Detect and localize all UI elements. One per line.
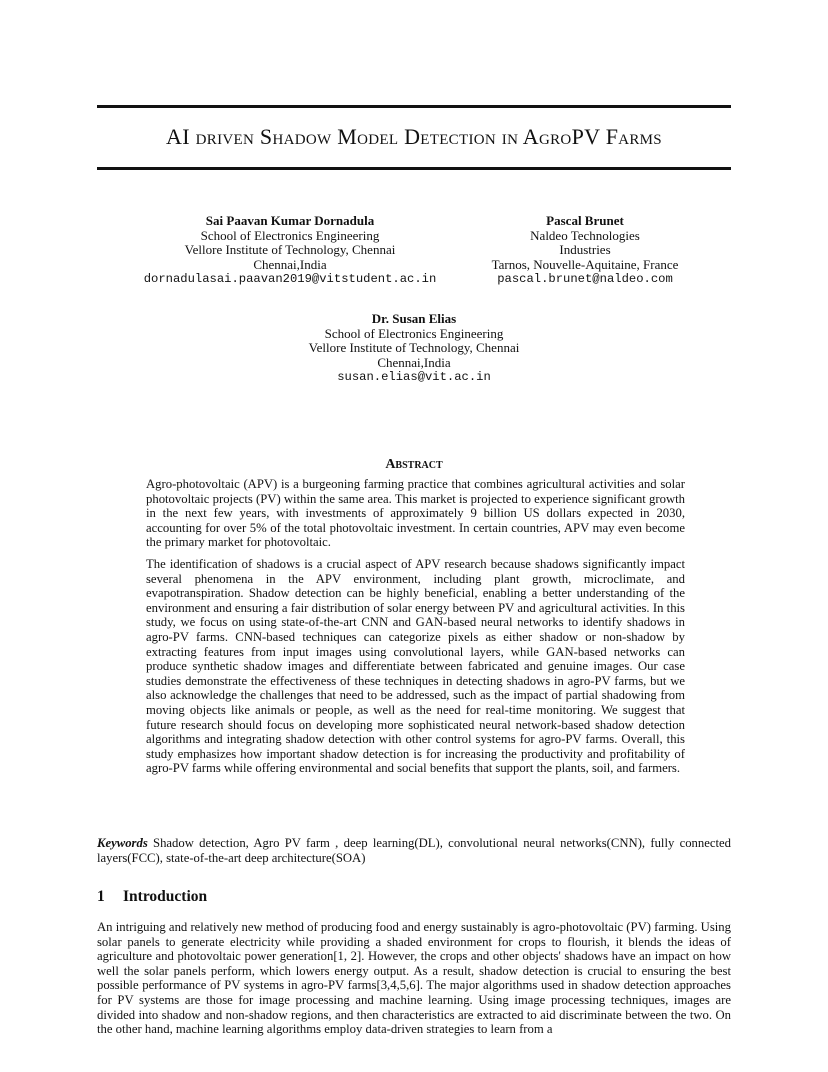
author-affiliation-line: Tarnos, Nouvelle-Aquitaine, France [491,256,679,272]
author-affiliation-line: Naldeo Technologies [530,227,640,243]
abstract-paragraph: Agro-photovoltaic (APV) is a burgeoning farming practice that combines agricultural activities and solar photovoltaic projects (PV) within the same area. This market is projected to experience significant growth in the next few years, with investments of approximately 9 billion US dollars expected in 2030, accounting for over 5% of the total photovoltaic investment. In certain countries, APV may even become the primary market for photovoltaic. [146,477,685,550]
author-block-1 [130,214,450,287]
author-block-2 [470,214,700,287]
title-top-rule [97,105,731,108]
author-affiliation-line: Chennai,India [377,354,451,370]
abstract-paragraph: The identification of shadows is a crucial aspect of APV research because shadows significantly impact several phenomena in the APV environment, including plant growth, microclimate, and evapotranspiration. Shadow detection can be highly beneficial, enabling a better understanding of the environment and ensuring a fair distribution of solar energy between PV and agricultural activities. In this study, we focus on using state-of-the-art CNN and GAN-based neural networks to identify shadows in agro-PV farms. CNN-based techniques can categorize pixels as either shadow or non-shadow by extracting features from input images using convolutional layers, while GAN-based networks can produce synthetic shadow images and differentiate between fabricated and genuine images. Our case studies demonstrate the effectiveness of these techniques in detecting shadows in agro-PV farms, but we also acknowledge the challenges that need to be addressed, such as the impact of partial shadowing from moving objects like animals or people, as well as the need for real-time monitoring. We suggest that future research should focus on developing more sophisticated neural network-based shadow detection algorithms and integrating shadow detection with other control systems for agro-PV farms. Overall, this study emphasizes how important shadow detection is for increasing the productivity and profitability of agro-PV farms while offering environmental and social benefits that support the plants, soil, and farmers. [146,556,685,776]
abstract-heading: Abstract [385,457,443,472]
author-email[interactable]: pascal.brunet@naldeo.com [497,272,673,287]
introduction-paragraph: An intriguing and relatively new method of producing food and energy sustainably is agro-photovoltaic (PV) farming. Using solar panels to generate electricity while providing a shaded environment for crops to flourish, it blends the ideas of agriculture and photovoltaic power generation[1, 2]. However, the crops and other objects' shadows have an impact on how well the solar panels perform, which lowers energy output. As a result, shadow detection is crucial to ensuring the best possible performance of PV systems in agro-PV farms[3,4,5,6]. The major algorithms used in shadow detection approaches for PV systems are those for image processing and machine learning. Using image processing techniques, images are divided into shadow and non-shadow regions, and then characteristics are extracted to aid discriminate between the two. On the other hand, machine learning algorithms employ data-driven strategies to learn from a [97,920,731,1037]
author-affiliation-line: Chennai,India [253,256,327,272]
paper-title: AI driven Shadow Model Detection in AgroPV Farms [166,124,662,149]
keywords-text: Shadow detection, Agro PV farm , deep learning(DL), convolutional neural networks(CNN), fully connected layers(FCC), state-of-the-art deep architecture(SOA) [97,836,732,865]
section-heading [97,888,207,906]
author-name: Sai Paavan Kumar Dornadula [205,213,375,228]
keywords-label: Keywords [97,836,148,850]
author-name: Dr. Susan Elias [371,311,457,326]
author-affiliation-line: Vellore Institute of Technology, Chennai [308,340,520,356]
author-email[interactable]: dornadulasai.paavan2019@vitstudent.ac.in [143,272,437,287]
section-title: Introduction [123,888,208,905]
author-email[interactable]: susan.elias@vit.ac.in [337,370,491,385]
author-affiliation-line: Vellore Institute of Technology, Chennai [184,242,396,258]
author-affiliation-line: Industries [559,242,611,258]
title-bottom-rule [97,167,731,170]
keywords-block [97,836,731,865]
author-affiliation-line: School of Electronics Engineering [324,325,504,341]
section-number: 1 [97,888,105,905]
abstract-body [146,477,685,783]
author-block-3 [264,312,564,385]
author-name: Pascal Brunet [546,213,624,228]
author-affiliation-line: School of Electronics Engineering [200,227,380,243]
